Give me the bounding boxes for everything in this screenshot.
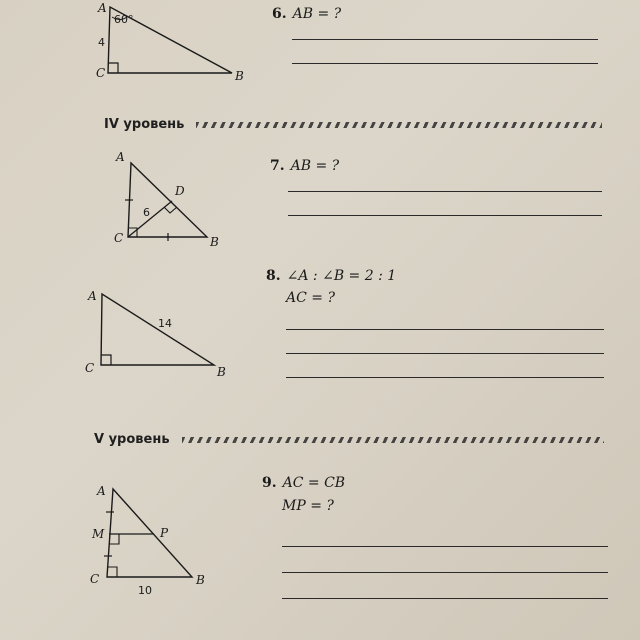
task-9-condition: AC = CB [282,475,346,491]
f7-vertex-c: C [114,231,124,245]
f7-side-label: 6 [143,206,150,219]
task-7-answer-line-1[interactable] [288,191,602,192]
triangle-figure-7 [114,150,219,249]
task-7 [270,158,339,174]
task-9 [262,475,345,491]
f9-point-p: P [160,526,169,540]
f7-vertex-d: D [175,184,185,198]
task-9-answer-line-2[interactable] [282,572,608,573]
task-8-condition: ∠A : ∠B = 2 : 1 [286,268,397,284]
task-8-answer-line-1[interactable] [286,329,604,330]
task-7-number: 7. [270,158,285,174]
f9-vertex-c: C [90,572,100,586]
task-8-number: 8. [266,268,281,284]
f8-vertex-c: C [85,361,95,375]
f9-point-m: M [92,527,105,541]
f6-vertex-b: B [235,69,244,83]
f7-vertex-b: B [210,235,219,249]
f8-vertex-a: A [88,289,97,303]
triangle-figure-8 [85,289,226,379]
task-9-answer-line-1[interactable] [282,546,608,547]
f6-vertex-c: C [96,66,106,80]
level-iv-heading: IV уровень [104,117,185,132]
task-6-number: 6. [272,6,287,22]
f6-side-label: 4 [98,36,105,49]
f6-vertex-a: A [98,1,107,15]
task-6-answer-line-2[interactable] [292,63,598,64]
task-8 [266,268,396,284]
level-v-divider [182,437,604,443]
f7-vertex-a: A [116,150,125,164]
f9-side-label: 10 [138,584,152,597]
task-9-question: MP = ? [282,498,334,514]
task-6 [272,6,341,22]
f8-vertex-b: B [217,365,226,379]
task-8-question: AC = ? [286,290,335,306]
f8-side-label: 14 [158,317,172,330]
f9-vertex-b: B [196,573,205,587]
triangle-figure-9 [90,484,205,597]
triangle-figure-6 [96,1,244,83]
task-8-answer-line-2[interactable] [286,353,604,354]
task-9-answer-line-3[interactable] [282,598,608,599]
task-6-question: AB = ? [292,6,342,22]
f6-angle-label: 60° [114,13,134,26]
task-7-answer-line-2[interactable] [288,215,602,216]
level-v-heading: V уровень [94,432,170,447]
task-7-question: AB = ? [290,158,340,174]
task-6-answer-line-1[interactable] [292,39,598,40]
level-iv-divider [196,122,602,128]
f9-vertex-a: A [97,484,106,498]
task-9-number: 9. [262,475,277,491]
task-8-answer-line-3[interactable] [286,377,604,378]
